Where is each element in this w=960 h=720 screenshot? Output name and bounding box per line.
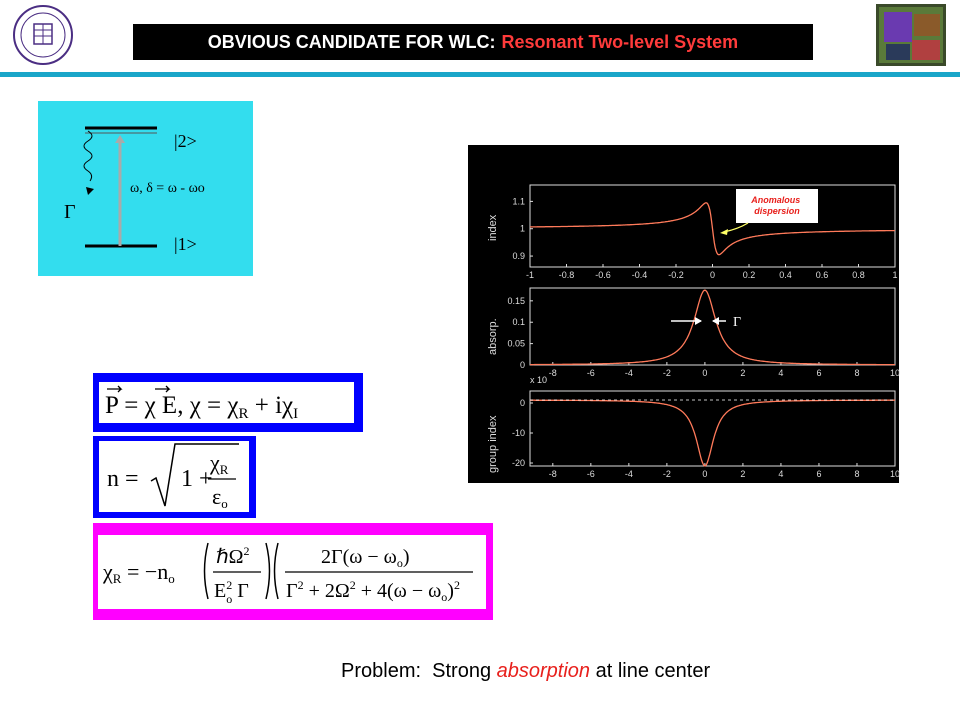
svg-text:εo: εo xyxy=(212,484,228,511)
xtick-label: -8 xyxy=(548,368,557,378)
xtick-label: -4 xyxy=(624,368,633,378)
svg-text:1 +: 1 + xyxy=(181,466,213,492)
dispersion-plots-figure xyxy=(468,145,899,483)
xtick-label: -6 xyxy=(586,469,595,479)
svg-text:2Γ(ω − ωo): $2\Gamma(\omega - \omega_o)$ xyxy=(321,546,410,570)
xtick-label: 0.8 xyxy=(852,270,865,280)
problem-suffix: at line center xyxy=(590,660,711,682)
xtick-label: 0.2 xyxy=(742,270,756,280)
annotation-line-2: dispersion xyxy=(754,206,800,216)
xtick-label: 4 xyxy=(778,469,784,479)
xtick-label: 10 xyxy=(889,469,901,479)
xtick-label: -8 xyxy=(548,469,557,479)
detuning-label: ω, δ = ω - ωo xyxy=(130,181,205,196)
svg-text:χR = −no: χR = −no xyxy=(103,559,175,586)
svg-text:P = χ E, χ = χR + iχI: P = χ E, $\chi = \chi_R + i\chi_I$ xyxy=(105,392,299,422)
lower-level-label: |1> xyxy=(174,234,197,254)
xtick-label: -4 xyxy=(624,469,633,479)
ytick-label: 0.9 xyxy=(512,251,525,262)
decay-rate-label: Γ xyxy=(64,201,76,223)
group-index-panel xyxy=(487,391,900,479)
problem-prefix: Problem: Strong xyxy=(341,660,497,682)
svg-text:E2o Γ: $E^2$ o Γ xyxy=(214,578,249,606)
svg-text:χR: χR xyxy=(210,450,229,477)
energy-level-diagram xyxy=(38,101,253,276)
gamma-label: Γ xyxy=(733,315,742,330)
xtick-label: -0.4 xyxy=(631,270,648,280)
index-ylabel: index xyxy=(487,214,499,241)
xtick-label: -0.2 xyxy=(668,270,684,280)
svg-text:Anomalous dispersion xyxy=(750,195,803,216)
real-susceptibility-graphic xyxy=(93,523,493,620)
absorption-panel xyxy=(487,288,900,378)
ytick-label: 0.15 xyxy=(507,295,525,306)
xtick-label: -2 xyxy=(662,469,671,479)
xtick-label: 0 xyxy=(702,368,708,378)
xtick-label: 0 xyxy=(709,270,716,280)
annotation-line-1: Anomalous xyxy=(751,195,801,205)
ytick-label: -20 xyxy=(511,458,525,468)
upper-level-label: |2> xyxy=(174,131,197,151)
group-index-ylabel: group index xyxy=(487,415,499,473)
xtick-label: 0.6 xyxy=(815,270,829,280)
xtick-label: -2 xyxy=(662,368,671,378)
svg-text:n =: n = xyxy=(107,466,139,492)
svg-text:ℏΩ2: ℏΩ$^2$ xyxy=(216,544,250,568)
problem-statement xyxy=(341,660,710,683)
photo-collage-image xyxy=(876,4,946,66)
ytick-label: -10 xyxy=(511,428,525,438)
xtick-label: 8 xyxy=(854,469,860,479)
polarization-equation-graphic xyxy=(93,373,363,432)
refractive-index-graphic xyxy=(93,436,256,518)
refractive-index-equation xyxy=(93,436,256,518)
title-main: OBVIOUS CANDIDATE FOR WLC: xyxy=(207,31,496,52)
real-susceptibility-equation xyxy=(93,523,493,620)
xtick-label: 4 xyxy=(778,368,784,378)
xtick-label: 1 xyxy=(892,270,898,280)
xtick-label: 10 xyxy=(889,368,901,378)
ytick-label: 0 xyxy=(519,398,525,408)
polarization-equation xyxy=(93,373,363,432)
slide-title xyxy=(133,24,813,60)
xtick-label: 0.4 xyxy=(779,270,792,280)
xtick-label: 8 xyxy=(854,368,860,378)
header-divider xyxy=(0,72,960,77)
xtick-label: 6 xyxy=(816,368,822,378)
xtick-label: -6 xyxy=(586,368,595,378)
x-exponent-label: x 10 xyxy=(530,375,548,385)
xtick-label: -1 xyxy=(525,270,535,280)
university-seal-logo xyxy=(8,4,78,66)
xtick-label: 0 xyxy=(702,469,708,479)
problem-highlight: absorption xyxy=(496,660,591,682)
ytick-label: 0.05 xyxy=(507,338,525,349)
absorption-ylabel: absorp. xyxy=(487,318,499,355)
ytick-label: 0.1 xyxy=(512,317,525,328)
svg-text:Γ2 + 2Ω2 + 4(ω − ωo)2: $\Gamma^2 + 2\Omega^2 + 4(\omega - \omega_o)^2$ xyxy=(286,578,460,604)
xtick-label: -0.8 xyxy=(558,270,575,280)
title-accent: Resonant Two-level System xyxy=(501,31,739,52)
dispersion-plots-graphic xyxy=(468,145,899,483)
xtick-label: 2 xyxy=(740,469,746,479)
ytick-label: 1.1 xyxy=(512,196,525,207)
xtick-label: 2 xyxy=(740,368,746,378)
ytick-label: 0 xyxy=(519,360,525,370)
ytick-label: 1 xyxy=(519,223,525,234)
xtick-label: -0.6 xyxy=(595,270,611,280)
xtick-label: 6 xyxy=(816,469,822,479)
index-panel xyxy=(487,185,898,280)
